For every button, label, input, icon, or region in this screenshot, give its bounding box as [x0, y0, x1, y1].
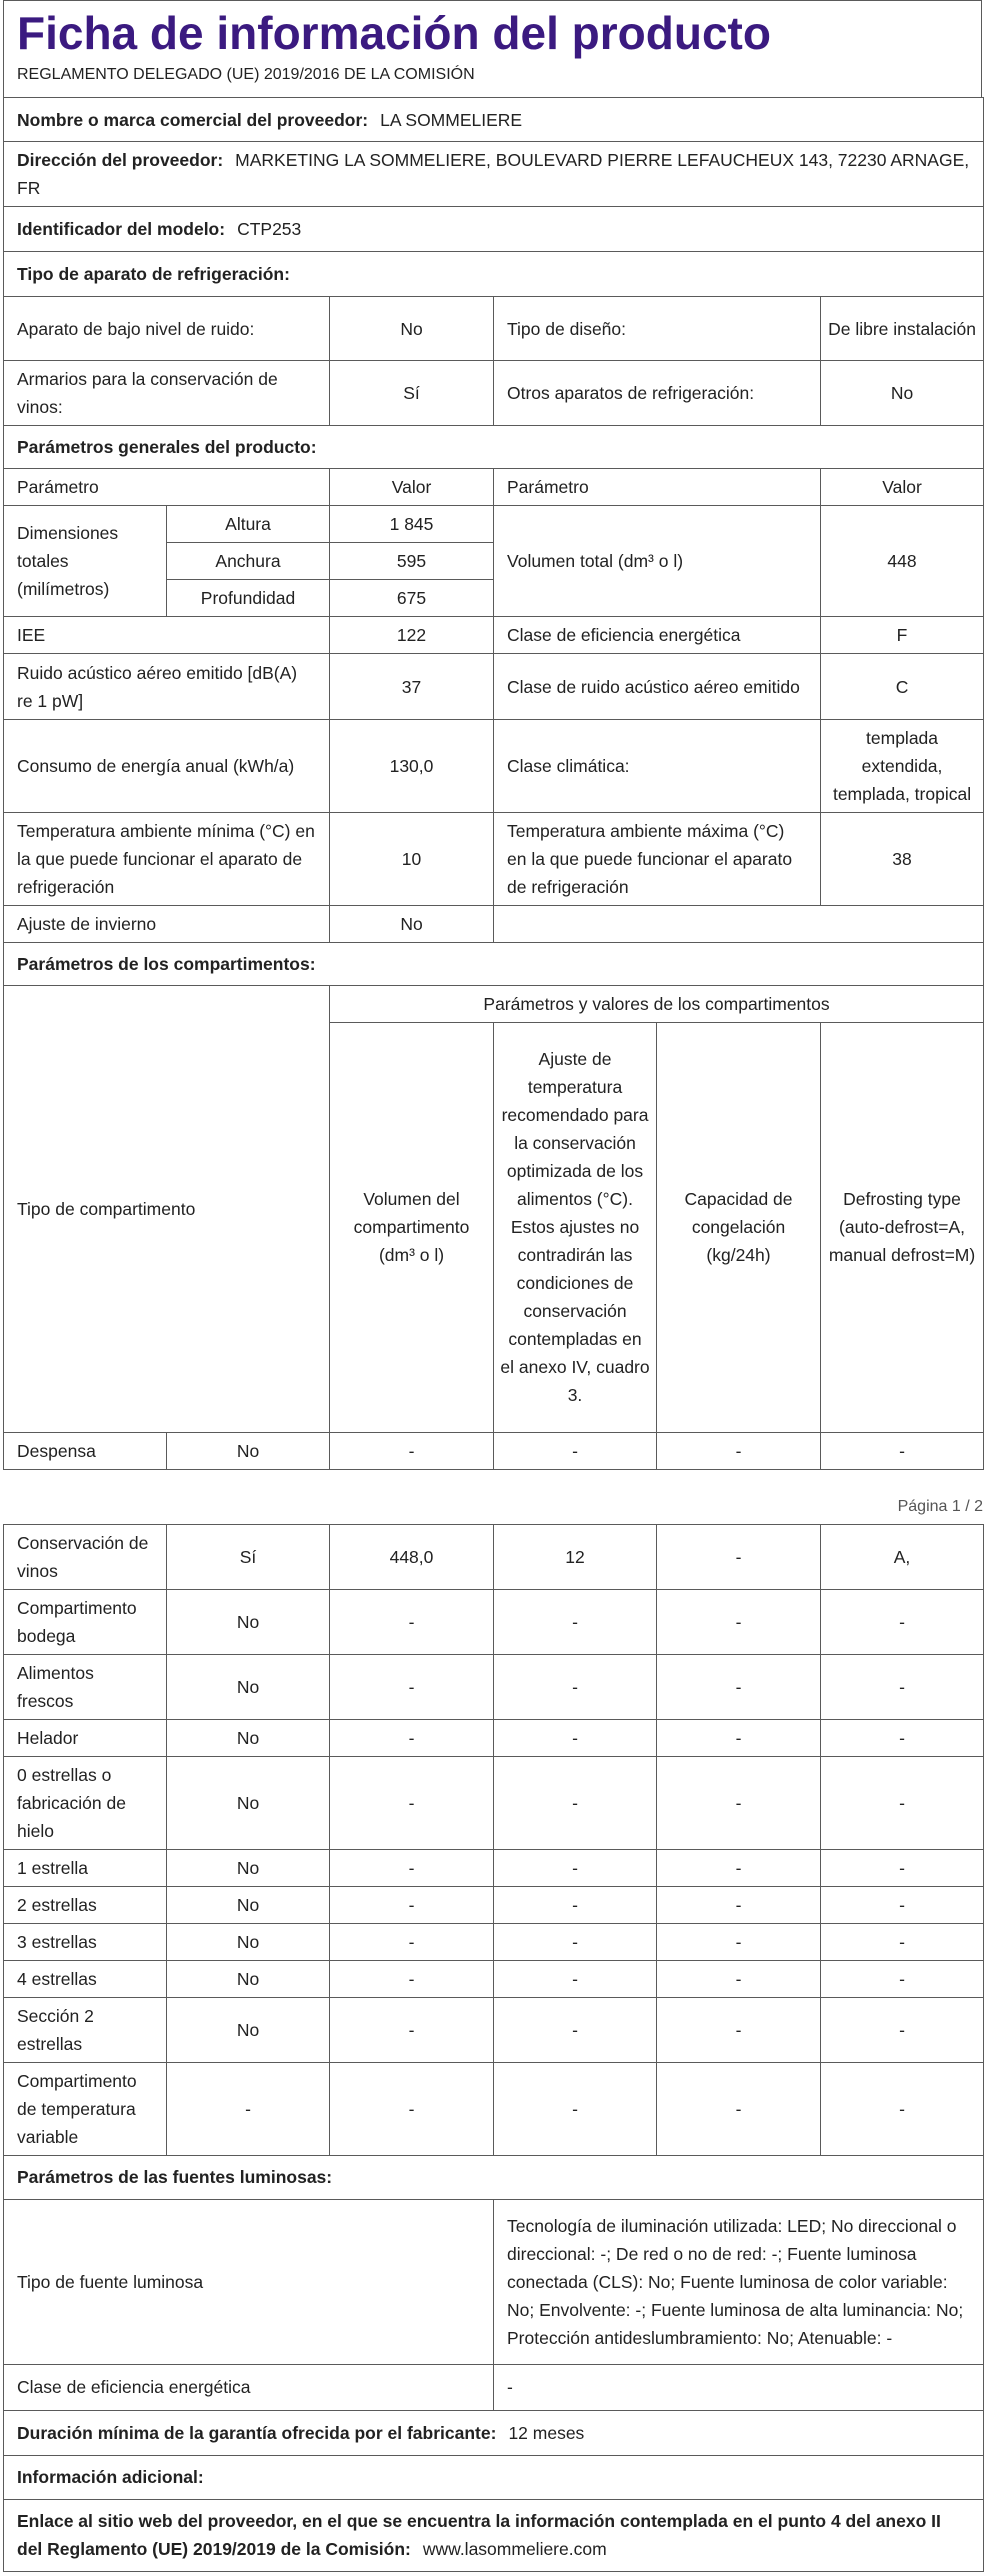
col-freezing-header: Capacidad de congelación (kg/24h)	[657, 1022, 821, 1432]
compartment-freezing: -	[657, 1655, 821, 1720]
compartment-defrost: -	[821, 1887, 984, 1924]
height-label: Altura	[167, 506, 330, 543]
compartment-freezing: -	[657, 1850, 821, 1887]
table-row	[4, 1998, 984, 2063]
wine-cabinet-value: Sí	[330, 361, 494, 426]
compartment-type-label: Tipo de compartimento	[4, 985, 330, 1432]
model-row	[4, 207, 984, 252]
compartment-volume: -	[330, 1432, 494, 1469]
supplier-name-row	[4, 98, 984, 142]
supplier-address-row	[4, 142, 984, 207]
product-sheet-page-2	[3, 1524, 983, 2572]
climate-class-label: Clase climática:	[494, 720, 821, 813]
col-value-header-right: Valor	[821, 469, 984, 506]
compartment-present: No	[167, 1655, 330, 1720]
compartment-freezing: -	[657, 1924, 821, 1961]
low-noise-label: Aparato de bajo nivel de ruido:	[4, 297, 330, 361]
compartment-temperature: -	[494, 1720, 657, 1757]
general-params-heading: Parámetros generales del producto:	[4, 426, 984, 469]
warranty-label: Duración mínima de la garantía ofrecida por el fabricante:	[17, 2422, 497, 2443]
noise-class-value: C	[821, 654, 984, 720]
compartment-name: Alimentos frescos	[4, 1655, 167, 1720]
compartment-volume: -	[330, 1998, 494, 2063]
compartment-name: 4 estrellas	[4, 1961, 167, 1998]
compartment-defrost: -	[821, 1720, 984, 1757]
compartment-volume: -	[330, 1590, 494, 1655]
model-value: CTP253	[237, 219, 302, 239]
compartment-present: No	[167, 1432, 330, 1469]
noise-value: 37	[330, 654, 494, 720]
light-source-type-label: Tipo de fuente luminosa	[4, 2199, 494, 2364]
compartment-name: 1 estrella	[4, 1850, 167, 1887]
compartment-temperature: -	[494, 1924, 657, 1961]
eei-label: IEE	[4, 617, 330, 654]
compartments-table-page-1	[3, 985, 984, 1470]
compartment-name: Compartimento bodega	[4, 1590, 167, 1655]
max-temp-label: Temperatura ambiente máxima (°C) en la que puede funcionar el aparato de refrigeración	[494, 813, 821, 906]
light-energy-class-value: -	[494, 2364, 984, 2410]
supplier-link-label: Enlace al sitio web del proveedor, en el que se encuentra la información contemplada en el punto 4 del anexo II del Reglamento (UE) 2019/2019 de la Comisión:	[17, 2511, 941, 2559]
compartment-temperature: -	[494, 1961, 657, 1998]
compartment-freezing: -	[657, 1720, 821, 1757]
compartment-freezing: -	[657, 1432, 821, 1469]
regulation-subtitle: REGLAMENTO DELEGADO (UE) 2019/2016 DE LA COMISIÓN	[17, 66, 475, 83]
compartment-name: Conservación de vinos	[4, 1525, 167, 1590]
compartment-volume: -	[330, 1887, 494, 1924]
compartment-present: No	[167, 1757, 330, 1850]
compartment-name: Compartimento de temperatura variable	[4, 2063, 167, 2156]
table-row	[4, 1655, 984, 1720]
table-row	[4, 1850, 984, 1887]
lighting-table	[3, 2155, 984, 2572]
supplier-name-value: LA SOMMELIERE	[380, 109, 523, 130]
compartment-defrost: -	[821, 1998, 984, 2063]
compartment-defrost: -	[821, 1655, 984, 1720]
compartment-freezing: -	[657, 1525, 821, 1590]
design-type-value: De libre instalación	[821, 297, 984, 361]
table-row	[4, 1887, 984, 1924]
light-energy-class-label: Clase de eficiencia energética	[4, 2364, 494, 2410]
compartment-present: No	[167, 1590, 330, 1655]
width-label: Anchura	[167, 543, 330, 580]
compartment-temperature: -	[494, 1590, 657, 1655]
compartment-defrost: -	[821, 1850, 984, 1887]
energy-consumption-label: Consumo de energía anual (kWh/a)	[4, 720, 330, 813]
product-info-table	[3, 97, 984, 986]
appliance-type-heading: Tipo de aparato de refrigeración:	[4, 252, 984, 297]
compartment-name: 3 estrellas	[4, 1924, 167, 1961]
other-appliance-value: No	[821, 361, 984, 426]
compartment-freezing: -	[657, 1961, 821, 1998]
supplier-name-label: Nombre o marca comercial del proveedor:	[17, 109, 369, 130]
compartment-defrost: A,	[821, 1525, 984, 1590]
compartment-volume: -	[330, 1655, 494, 1720]
wine-cabinet-label: Armarios para la conservación de vinos:	[4, 361, 330, 426]
compartment-group-header: Parámetros y valores de los compartimentos	[330, 985, 984, 1022]
model-label: Identificador del modelo:	[17, 219, 226, 239]
page-title: Ficha de información del producto	[17, 7, 771, 59]
energy-consumption-value: 130,0	[330, 720, 494, 813]
page-number: Página 1 / 2	[897, 1498, 983, 1515]
depth-label: Profundidad	[167, 580, 330, 617]
table-row	[4, 1961, 984, 1998]
compartment-volume: -	[330, 1757, 494, 1850]
compartment-volume: -	[330, 1924, 494, 1961]
compartment-freezing: -	[657, 1887, 821, 1924]
compartment-name: 2 estrellas	[4, 1887, 167, 1924]
product-sheet-page-1	[3, 0, 983, 1470]
supplier-link-row	[4, 2499, 984, 2571]
col-param-header-right: Parámetro	[494, 469, 821, 506]
compartment-params-heading: Parámetros de los compartimentos:	[4, 943, 984, 986]
compartment-volume: -	[330, 2063, 494, 2156]
compartment-temperature: -	[494, 2063, 657, 2156]
col-value-header: Valor	[330, 469, 494, 506]
table-row	[4, 2063, 984, 2156]
compartment-present: -	[167, 2063, 330, 2156]
table-row	[4, 1525, 984, 1590]
compartment-defrost: -	[821, 1757, 984, 1850]
climate-class-value: templada extendida, templada, tropical	[821, 720, 984, 813]
compartment-volume: -	[330, 1850, 494, 1887]
compartment-present: No	[167, 1961, 330, 1998]
winter-setting-value: No	[330, 906, 494, 943]
other-appliance-label: Otros aparatos de refrigeración:	[494, 361, 821, 426]
col-defrost-header: Defrosting type (auto-defrost=A, manual defrost=M)	[821, 1022, 984, 1432]
eei-value: 122	[330, 617, 494, 654]
compartment-defrost: -	[821, 1590, 984, 1655]
compartment-temperature: -	[494, 1850, 657, 1887]
compartment-present: Sí	[167, 1525, 330, 1590]
compartment-temperature: -	[494, 1432, 657, 1469]
compartment-name: Despensa	[4, 1432, 167, 1469]
total-volume-value: 448	[821, 506, 984, 617]
compartment-temperature: -	[494, 1998, 657, 2063]
compartment-defrost: -	[821, 2063, 984, 2156]
low-noise-value: No	[330, 297, 494, 361]
empty-cell	[494, 906, 984, 943]
compartment-present: No	[167, 1850, 330, 1887]
col-param-header: Parámetro	[4, 469, 330, 506]
additional-info-heading: Información adicional:	[4, 2455, 984, 2499]
total-volume-label: Volumen total (dm³ o l)	[494, 506, 821, 617]
compartment-present: No	[167, 1924, 330, 1961]
warranty-value: 12 meses	[508, 2422, 585, 2443]
supplier-address-label: Dirección del proveedor:	[17, 150, 224, 170]
compartment-present: No	[167, 1998, 330, 2063]
light-source-type-value: Tecnología de iluminación utilizada: LED; No direccional o direccional: -; De red o no de red: -; Fuente luminosa conectada (CLS): No; Fuente luminosa de color variable: No; Envolvente: -; Fuente luminosa de alta luminancia: No; Protección antideslumbramiento: No; Atenuable: -	[494, 2199, 984, 2364]
depth-value: 675	[330, 580, 494, 617]
compartment-defrost: -	[821, 1961, 984, 1998]
compartment-freezing: -	[657, 1757, 821, 1850]
noise-label: Ruido acústico aéreo emitido [dB(A) re 1 pW]	[4, 654, 330, 720]
supplier-address-value: MARKETING LA SOMMELIERE, BOULEVARD PIERRE LEFAUCHEUX 143, 72230 ARNAGE, FR	[17, 150, 970, 198]
compartments-table-page-2	[3, 1524, 984, 2156]
warranty-row	[4, 2410, 984, 2455]
table-row	[4, 1590, 984, 1655]
energy-class-label: Clase de eficiencia energética	[494, 617, 821, 654]
compartment-volume: -	[330, 1961, 494, 1998]
compartment-freezing: -	[657, 2063, 821, 2156]
height-value: 1 845	[330, 506, 494, 543]
col-volume-header: Volumen del compartimento (dm³ o l)	[330, 1022, 494, 1432]
compartment-temperature: -	[494, 1655, 657, 1720]
compartment-name: 0 estrellas o fabricación de hielo	[4, 1757, 167, 1850]
compartment-name: Helador	[4, 1720, 167, 1757]
table-row	[4, 1924, 984, 1961]
compartment-freezing: -	[657, 1998, 821, 2063]
compartment-defrost: -	[821, 1924, 984, 1961]
design-type-label: Tipo de diseño:	[494, 297, 821, 361]
compartment-rows	[4, 1525, 984, 2156]
compartment-temperature: -	[494, 1757, 657, 1850]
dimensions-label: Dimensiones totales (milímetros)	[4, 506, 167, 617]
col-temperature-header: Ajuste de temperatura recomendado para la conservación optimizada de los alimentos (°C). Estos ajustes no contradirán las condiciones de conservación contempladas en el anexo IV, cuadro 3.	[494, 1022, 657, 1432]
min-temp-value: 10	[330, 813, 494, 906]
table-row	[4, 1432, 984, 1469]
table-row	[4, 1757, 984, 1850]
supplier-link-value: www.lasommeliere.com	[422, 2539, 607, 2559]
compartment-volume: -	[330, 1720, 494, 1757]
winter-setting-label: Ajuste de invierno	[4, 906, 330, 943]
min-temp-label: Temperatura ambiente mínima (°C) en la que puede funcionar el aparato de refrigeración	[4, 813, 330, 906]
table-row	[4, 1720, 984, 1757]
compartment-temperature: -	[494, 1887, 657, 1924]
compartment-freezing: -	[657, 1590, 821, 1655]
compartment-volume: 448,0	[330, 1525, 494, 1590]
noise-class-label: Clase de ruido acústico aéreo emitido	[494, 654, 821, 720]
compartment-name: Sección 2 estrellas	[4, 1998, 167, 2063]
energy-class-value: F	[821, 617, 984, 654]
lighting-heading: Parámetros de las fuentes luminosas:	[4, 2155, 984, 2199]
compartment-present: No	[167, 1887, 330, 1924]
compartment-present: No	[167, 1720, 330, 1757]
width-value: 595	[330, 543, 494, 580]
header-block	[3, 0, 982, 97]
max-temp-value: 38	[821, 813, 984, 906]
compartment-temperature: 12	[494, 1525, 657, 1590]
compartment-defrost: -	[821, 1432, 984, 1469]
